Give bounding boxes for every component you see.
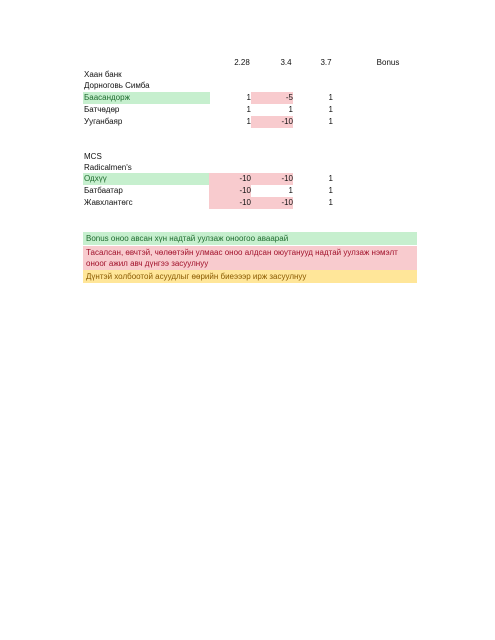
score-cell: -10 xyxy=(251,116,293,128)
score-cell: -5 xyxy=(251,92,293,104)
company-name: MCS xyxy=(84,152,102,161)
team-name: Radicalmen's xyxy=(84,163,132,172)
score-cell: -10 xyxy=(209,197,251,209)
score-cell: 1 xyxy=(246,93,251,102)
column-header-2-28: 2.28 xyxy=(234,58,250,67)
legend-missed-text-line2: оноог ажил авч дүнгээ засуулнуу xyxy=(86,259,209,268)
student-name: Жавхлантөгс xyxy=(84,198,133,207)
score-cell: -10 xyxy=(209,185,251,197)
student-name: Ууганбаяр xyxy=(84,117,123,126)
column-header-bonus: Bonus xyxy=(376,58,400,67)
team-name: Дорноговь Симба xyxy=(84,81,150,90)
column-header-3-7: 3.7 xyxy=(320,58,332,67)
score-cell: 1 xyxy=(328,198,333,207)
column-header-3-4: 3.4 xyxy=(280,58,292,67)
score-cell: 1 xyxy=(328,105,333,114)
score-cell: 1 xyxy=(328,93,333,102)
company-name: Хаан банк xyxy=(84,70,122,79)
score-cell: -10 xyxy=(251,173,293,185)
score-cell: 1 xyxy=(246,105,251,114)
student-name: Батчөдөр xyxy=(84,105,120,114)
score-cell: 1 xyxy=(246,117,251,126)
score-cell: -10 xyxy=(209,173,251,185)
legend-bonus-note xyxy=(83,232,417,245)
legend-grade-note xyxy=(83,270,417,283)
score-cell: -10 xyxy=(251,197,293,209)
score-cell: 1 xyxy=(328,174,333,183)
score-cell: 1 xyxy=(288,105,293,114)
score-cell: 1 xyxy=(288,186,293,195)
score-cell: 1 xyxy=(328,186,333,195)
student-name: Одхүү xyxy=(83,173,210,185)
legend-missed-note xyxy=(83,246,417,270)
student-name: Батбаатар xyxy=(84,186,123,195)
legend-grade-text: Дүнтэй холбоотой асуудлыг өөрийн биеэээр ирж засуулнуу xyxy=(86,272,307,281)
score-cell: 1 xyxy=(328,117,333,126)
legend-missed-text-line1: Тасалсан, өвчтэй, чөлөөтэйн улмаас оноо алдсан оюутанууд надтай уулзаж нэмэлт xyxy=(86,248,398,257)
legend-bonus-text: Bonus оноо авсан хүн надтай уулзаж оноогоо аваарай xyxy=(86,234,289,243)
student-name: Баасандорж xyxy=(83,92,210,104)
